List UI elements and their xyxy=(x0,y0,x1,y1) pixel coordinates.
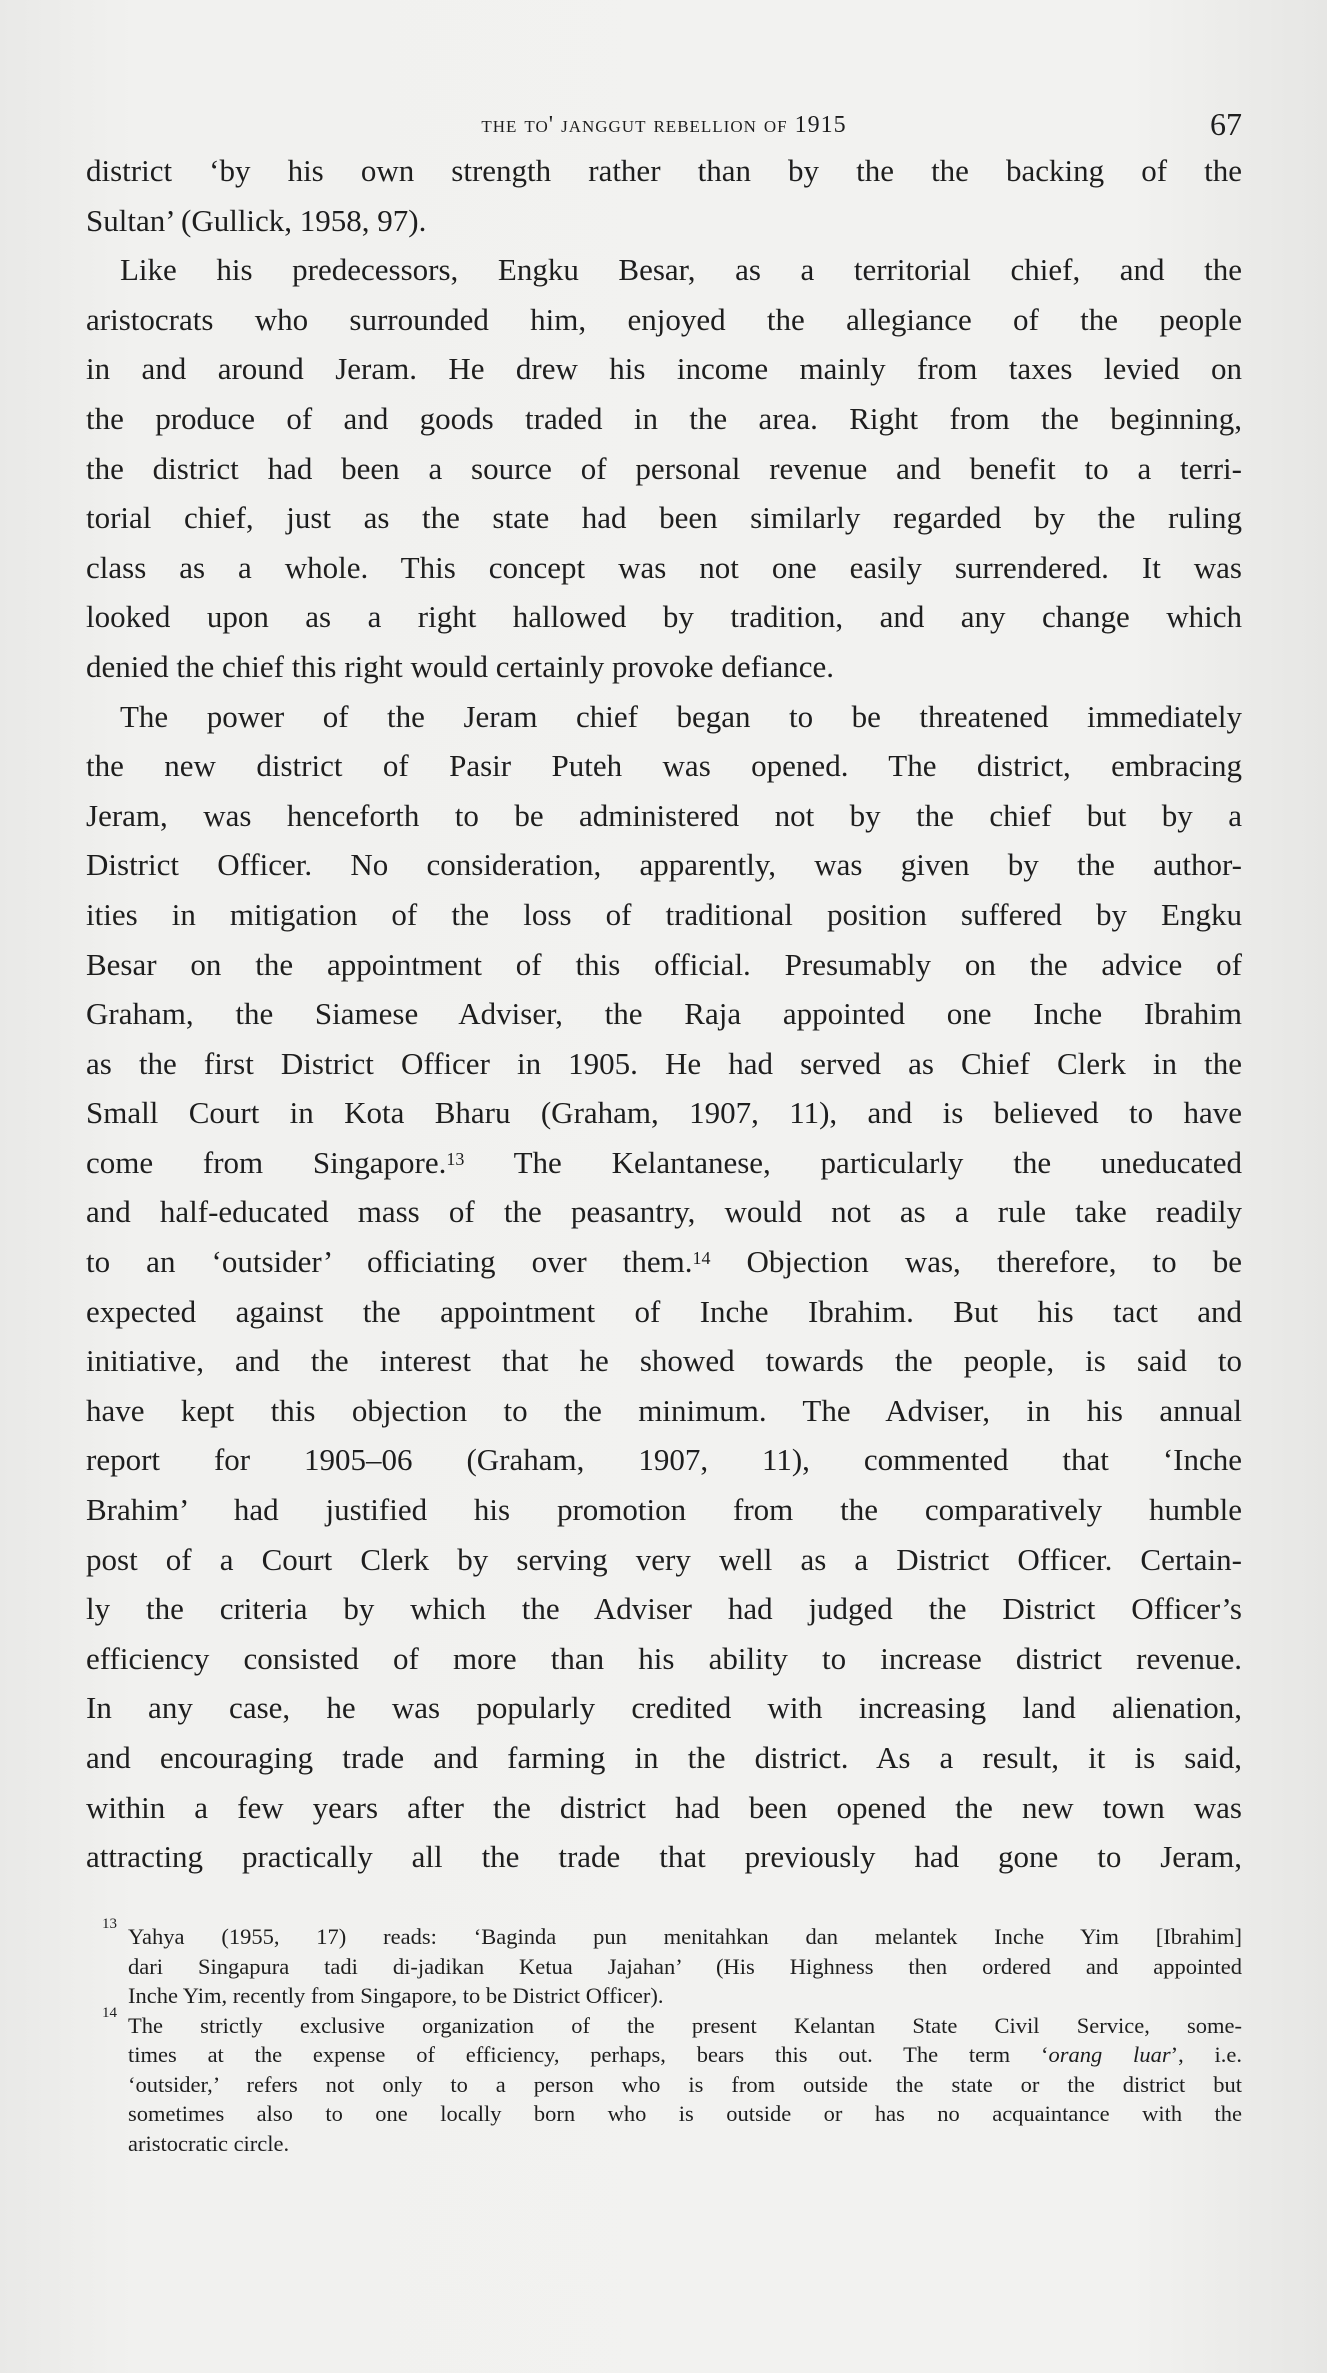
footnote-line xyxy=(128,2040,1242,2070)
footnote-number: 14 xyxy=(102,2004,117,2021)
text-line: expected against the appointment of Inche Ibrahim. But his tact and xyxy=(86,1293,1242,1329)
text-line: ities in mitigation of the loss of traditional position suffered by Engku xyxy=(86,896,1242,932)
text-line: have kept this objection to the minimum. The Adviser, in his annual xyxy=(86,1392,1242,1428)
footnote-line: sometimes also to one locally born who is outside or has no acquaintance with the xyxy=(128,2101,1242,2126)
running-title: the to' janggut rebellion of 1915 xyxy=(481,112,847,138)
text-line: Like his predecessors, Engku Besar, as a territorial chief, and the xyxy=(120,252,1242,288)
body-text xyxy=(86,146,1242,1882)
text-line: report for 1905–06 (Graham, 1907, 11), commented that ‘Inche xyxy=(86,1442,1242,1478)
footnote-reference[interactable]: 13 xyxy=(446,1148,465,1169)
italic-term: orang luar xyxy=(1048,2042,1171,2067)
footnote-14 xyxy=(102,2004,1243,2159)
footnote-text: times at the expense of efficiency, perhaps, bears this out. The term ‘ xyxy=(128,2042,1049,2067)
text-line: Graham, the Siamese Adviser, the Raja appointed one Inche Ibrahim xyxy=(86,996,1242,1032)
text-line: Jeram, was henceforth to be administered not by the chief but by a xyxy=(86,797,1242,833)
footnote-line: dari Singapura tadi di-jadikan Ketua Jajahan’ (His Highness then ordered and appointed xyxy=(128,1953,1242,1979)
text-segment: to an ‘outsider’ officiating over them. xyxy=(86,1244,693,1280)
text-line: as the first District Officer in 1905. He had served as Chief Clerk in the xyxy=(86,1045,1242,1081)
footnote-line: Inche Yim, recently from Singapore, to be District Officer). xyxy=(128,1983,664,2008)
footnote-line: Yahya (1955, 17) reads: ‘Baginda pun menitahkan dan melantek Inche Yim [Ibrahim] xyxy=(128,1924,1242,1949)
text-line: denied the chief this right would certainly provoke defiance. xyxy=(86,648,835,684)
text-line: District Officer. No consideration, apparently, was given by the author- xyxy=(86,847,1242,883)
text-line: class as a whole. This concept was not one easily surrendered. It was xyxy=(86,549,1242,585)
text-line: Small Court in Kota Bharu (Graham, 1907, 11), and is believed to have xyxy=(86,1095,1242,1131)
text-line: Brahim’ had justified his promotion from the comparatively humble xyxy=(86,1492,1242,1528)
footnote-line: aristocratic circle. xyxy=(128,2130,290,2156)
text-line: post of a Court Clerk by serving very well as a District Officer. Certain- xyxy=(86,1541,1242,1577)
text-line: the district had been a source of personal revenue and benefit to a terri- xyxy=(86,450,1242,486)
text-line: the produce of and goods traded in the area. Right from the beginning, xyxy=(86,400,1242,436)
text-line: ly the criteria by which the Adviser had judged the District Officer’s xyxy=(86,1591,1242,1627)
text-line: within a few years after the district had been opened the new town was xyxy=(86,1789,1242,1825)
text-line: Besar on the appointment of this official. Presumably on the advice of xyxy=(86,946,1242,982)
text-line: attracting practically all the trade that previously had gone to Jeram, xyxy=(86,1839,1242,1875)
text-line: initiative, and the interest that he showed towards the people, is said to xyxy=(86,1343,1242,1379)
footnote-reference[interactable]: 14 xyxy=(692,1248,711,1269)
text-line xyxy=(86,1237,1242,1287)
text-line: Sultan’ (Gullick, 1958, 97). xyxy=(86,202,427,238)
text-line: district ‘by his own strength rather than by the the backing of the xyxy=(86,153,1242,188)
text-line: The power of the Jeram chief began to be threatened immediately xyxy=(120,698,1242,734)
text-line: looked upon as a right hallowed by tradition, and any change which xyxy=(86,599,1242,635)
text-segment: The Kelantanese, particularly the uneducated xyxy=(464,1144,1242,1180)
footnote-13 xyxy=(102,1916,1242,2011)
text-segment: come from Singapore. xyxy=(86,1144,447,1180)
text-line: the new district of Pasir Puteh was opened. The district, embracing xyxy=(86,748,1242,784)
text-line: efficiency consisted of more than his ability to increase district revenue. xyxy=(86,1640,1242,1676)
footnotes xyxy=(102,1916,1243,2158)
text-line: and encouraging trade and farming in the district. As a result, it is said, xyxy=(86,1740,1242,1775)
text-line: and half-educated mass of the peasantry, would not as a rule take readily xyxy=(86,1194,1242,1230)
footnote-number: 13 xyxy=(102,1916,117,1932)
text-line: In any case, he was popularly credited with increasing land alienation, xyxy=(86,1690,1242,1726)
text-line: aristocrats who surrounded him, enjoyed the allegiance of the people xyxy=(86,301,1242,337)
text-line: in and around Jeram. He drew his income mainly from taxes levied on xyxy=(86,351,1242,387)
text-line: torial chief, just as the state had been similarly regarded by the ruling xyxy=(86,500,1242,536)
text-line xyxy=(86,1138,1242,1188)
footnote-text: ’, i.e. xyxy=(1170,2042,1243,2067)
footnote-line: The strictly exclusive organization of the present Kelantan State Civil Service, some- xyxy=(128,2012,1242,2038)
page-number: 67 xyxy=(1210,106,1242,142)
text-segment: Objection was, therefore, to be xyxy=(710,1244,1242,1280)
footnote-line: ‘outsider,’ refers not only to a person who is from outside the state or the district but xyxy=(128,2071,1242,2097)
